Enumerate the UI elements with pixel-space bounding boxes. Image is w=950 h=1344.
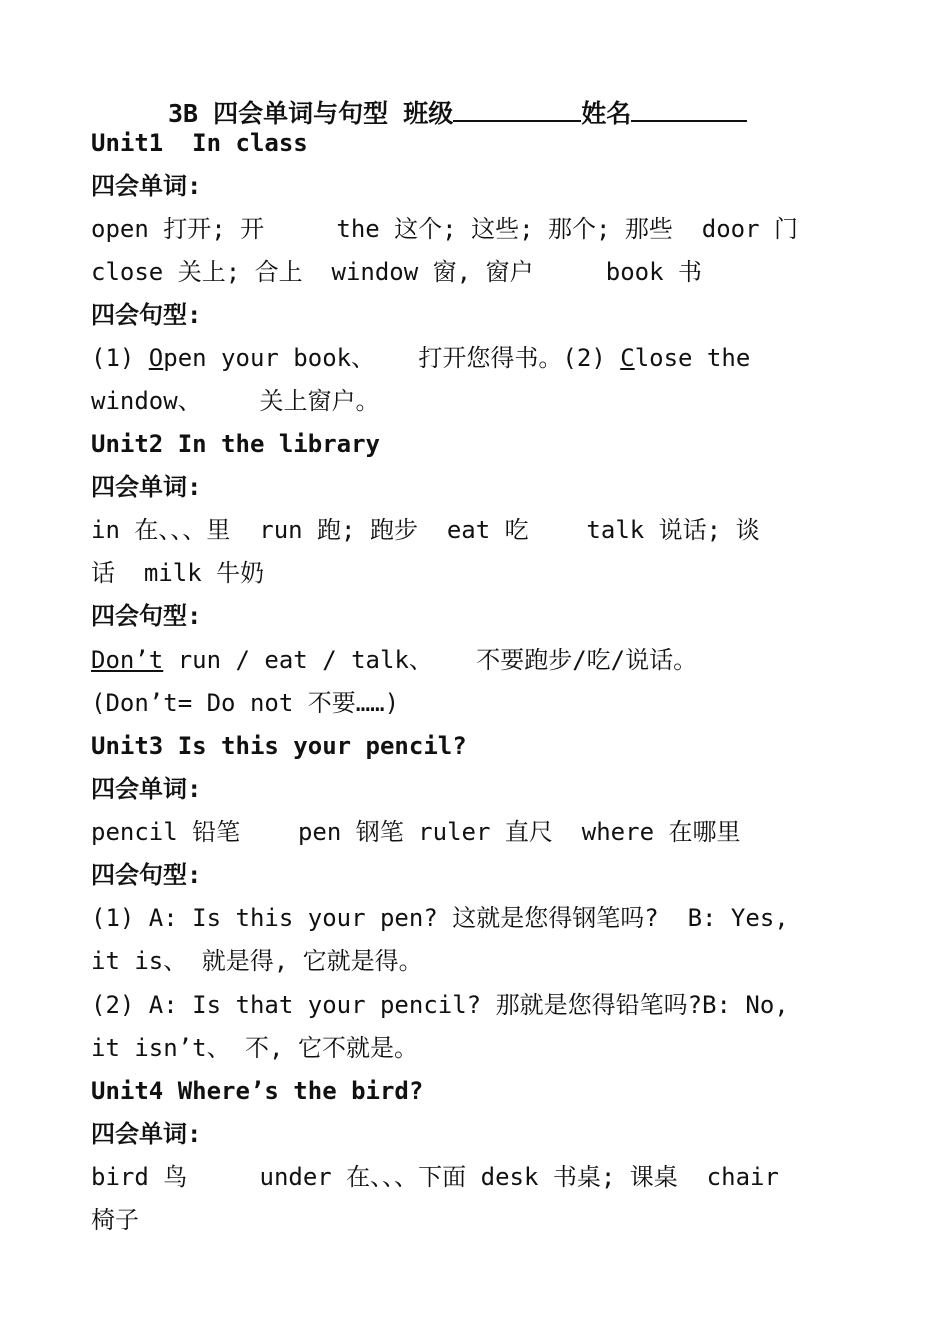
unit3-words-heading: 四会单词: — [91, 775, 202, 803]
unit1-sentence-line1 — [91, 343, 750, 373]
unit3-sentences-heading: 四会句型: — [91, 861, 202, 889]
class-blank — [453, 98, 581, 122]
title-text: 3B 四会单词与句型 班级 — [168, 99, 454, 128]
unit2-title: Unit2 In the library — [91, 430, 380, 458]
unit2-words-line1: in 在、、、里 run 跑; 跑步 eat 吃 talk 说话; 谈 — [91, 516, 760, 544]
unit1-title: Unit1 In class — [91, 129, 308, 157]
unit1-sentences-heading: 四会句型: — [91, 301, 202, 329]
unit3-sentence-line3: (2) A: Is that your pencil? 那就是您得铅笔吗?B: No, — [91, 991, 789, 1019]
sentence-text: run / eat / talk、 不要跑步/吃/说话。 — [163, 646, 698, 674]
unit3-sentence-line2: it is、 就是得, 它就是得。 — [91, 947, 423, 975]
unit4-title: Unit4 Where’s the bird? — [91, 1077, 424, 1105]
unit3-sentence-line1: (1) A: Is this your pen? 这就是您得钢笔吗? B: Yes, — [91, 904, 789, 932]
unit2-words-line2: 话 milk 牛奶 — [91, 559, 265, 587]
unit2-sentence-line2: (Don’t= Do not 不要……) — [91, 689, 400, 717]
underlined-letter: O — [148, 344, 164, 372]
document-title — [168, 98, 747, 129]
unit3-words-line1: pencil 铅笔 pen 钢笔 ruler 直尺 where 在哪里 — [91, 818, 741, 846]
unit4-words-heading: 四会单词: — [91, 1120, 202, 1148]
unit4-words-line2: 椅子 — [91, 1206, 139, 1234]
unit2-sentence-line1 — [91, 645, 697, 675]
unit1-words-line2: close 关上; 合上 window 窗, 窗户 book 书 — [91, 258, 703, 286]
unit1-words-heading: 四会单词: — [91, 172, 202, 200]
unit3-title: Unit3 Is this your pencil? — [91, 732, 467, 760]
unit1-words-line1: open 打开; 开 the 这个; 这些; 那个; 那些 door 门 — [91, 215, 799, 243]
unit1-sentence-line2: window、 关上窗户。 — [91, 387, 380, 415]
name-label: 姓名 — [581, 99, 632, 128]
sentence-number: (1) — [91, 344, 149, 372]
sentence-text: lose the — [634, 344, 751, 372]
name-blank — [631, 98, 747, 122]
sentence-text: pen your book、 打开您得书。(2) — [163, 344, 621, 372]
underlined-phrase: Don’t — [91, 646, 164, 674]
unit2-words-heading: 四会单词: — [91, 473, 202, 501]
unit3-sentence-line4: it isn’t、 不, 它不就是。 — [91, 1034, 418, 1062]
unit4-words-line1: bird 鸟 under 在、、、下面 desk 书桌; 课桌 chair — [91, 1163, 779, 1191]
unit2-sentences-heading: 四会句型: — [91, 602, 202, 630]
underlined-letter: C — [620, 344, 635, 372]
